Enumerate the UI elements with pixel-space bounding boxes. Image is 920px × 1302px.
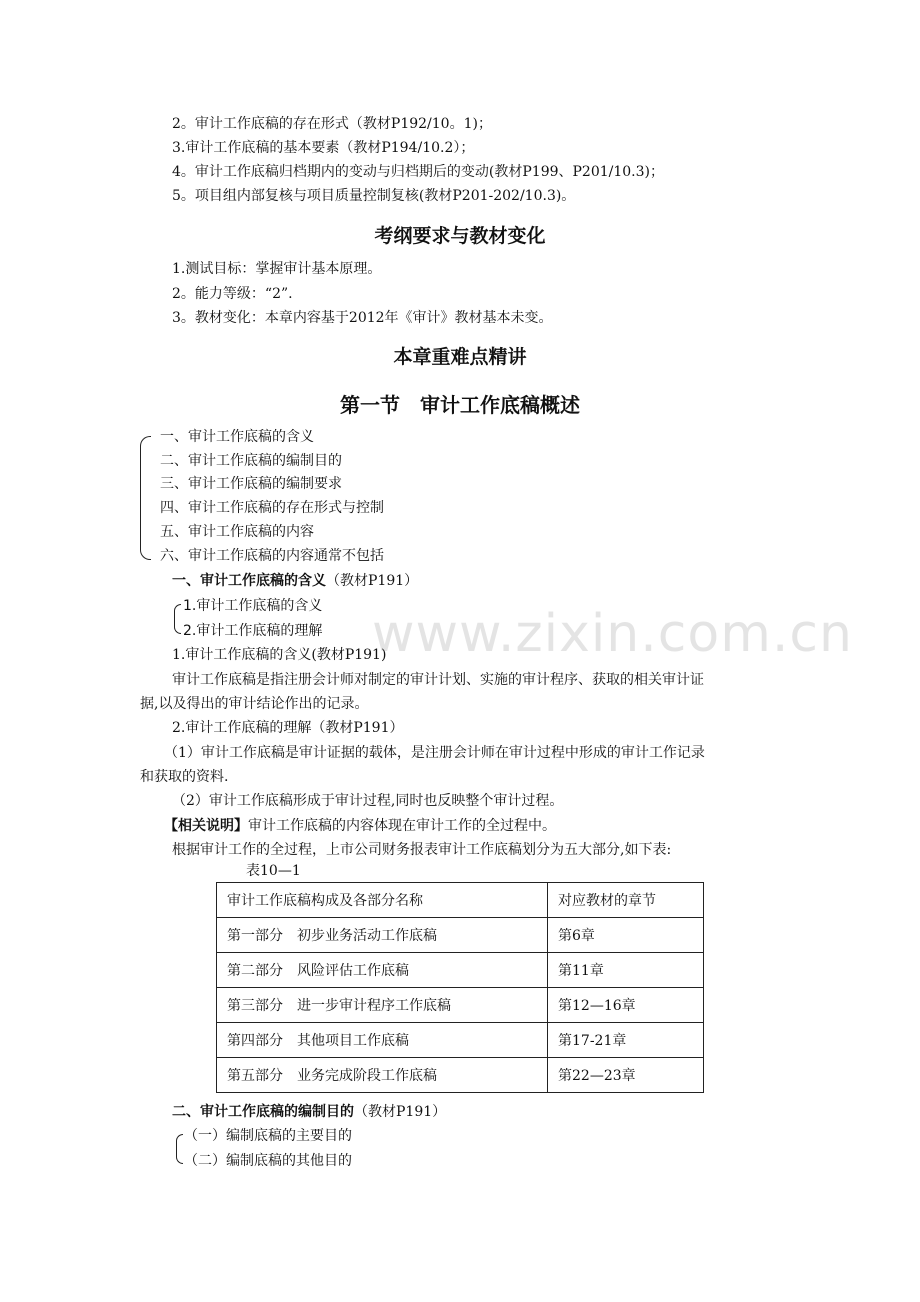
- subheading: [172, 1101, 446, 1123]
- subheading-bold: 二、审计工作底稿的编制目的: [172, 1104, 354, 1120]
- outline-item: 一、审计工作底稿的含义: [160, 429, 314, 445]
- table-cell: 第一部分 初步业务活动工作底稿: [217, 918, 548, 953]
- table-cell: 第五部分 业务完成阶段工作底稿: [217, 1058, 548, 1093]
- outline-brace-small: [174, 604, 181, 634]
- list-item: 4。审计工作底稿归档期内的变动与归档期后的变动(教材P199、P201/10.3)；: [172, 164, 665, 180]
- subheading-ref: （教材P191）: [326, 573, 419, 589]
- heading-exam: 考纲要求与教材变化: [374, 225, 546, 247]
- table-cell: 第四部分 其他项目工作底稿: [217, 1023, 548, 1058]
- outline-item: 六、审计工作底稿的内容通常不包括: [160, 548, 384, 564]
- watermark: www.zixin.com.cn: [372, 604, 853, 664]
- table-cell: 第12—16章: [548, 988, 704, 1023]
- chapter-table: [216, 882, 704, 1093]
- outline-item: 五、审计工作底稿的内容: [160, 524, 314, 540]
- outline-brace: [140, 436, 151, 560]
- table-cell: 第22—23章: [548, 1058, 704, 1093]
- table-row: [217, 1023, 704, 1058]
- outline-brace-small: [176, 1134, 183, 1164]
- table-row: [217, 988, 704, 1023]
- table-header-cell: 对应教材的章节: [548, 883, 704, 918]
- outline-item: 2.审计工作底稿的理解: [183, 623, 323, 639]
- subheading-ref: （教材P191）: [354, 1104, 447, 1120]
- table-cell: 第三部分 进一步审计程序工作底稿: [217, 988, 548, 1023]
- outline-item: （二）编制底稿的其他目的: [184, 1153, 352, 1169]
- table-cell: 第二部分 风险评估工作底稿: [217, 953, 548, 988]
- list-item: 2。审计工作底稿的存在形式（教材P192/10。1)；: [172, 116, 492, 132]
- paragraph-title: 1.审计工作底稿的含义(教材P191): [172, 647, 387, 663]
- paragraph-title: 2.审计工作底稿的理解（教材P191）: [172, 720, 404, 736]
- note-paragraph: [164, 815, 556, 837]
- paragraph-line: 审计工作底稿是指注册会计师对制定的审计计划、实施的审计程序、获取的相关审计证: [172, 672, 704, 688]
- table-row: [217, 1058, 704, 1093]
- section-title: 第一节 审计工作底稿概述: [340, 393, 580, 417]
- note-label: 【相关说明】: [164, 818, 248, 834]
- table-row: [217, 918, 704, 953]
- table-row: [217, 953, 704, 988]
- outline-item: 1.审计工作底稿的含义: [183, 598, 323, 614]
- list-item: 3.审计工作底稿的基本要素（教材P194/10.2）；: [172, 140, 475, 156]
- paragraph-line: （1）审计工作底稿是审计证据的载体，是注册会计师在审计过程中形成的审计工作记录: [164, 745, 705, 761]
- heading-key-points: 本章重难点精讲: [393, 346, 527, 368]
- list-item: 5。项目组内部复核与项目质量控制复核(教材P201-202/10.3)。: [172, 188, 576, 204]
- outline-item: （一）编制底稿的主要目的: [184, 1128, 352, 1144]
- subheading-bold: 一、审计工作底稿的含义: [172, 573, 326, 589]
- table-cell: 第11章: [548, 953, 704, 988]
- table-header-cell: 审计工作底稿构成及各部分名称: [217, 883, 548, 918]
- table-cell: 第6章: [548, 918, 704, 953]
- list-item: 1.测试目标：掌握审计基本原理。: [172, 261, 382, 277]
- subheading: [172, 570, 418, 592]
- paragraph-line: 据,以及得出的审计结论作出的记录。: [140, 696, 369, 712]
- paragraph-line: （2）审计工作底稿形成于审计过程,同时也反映整个审计过程。: [172, 793, 564, 809]
- table-header-row: [217, 883, 704, 918]
- outline-item: 二、审计工作底稿的编制目的: [160, 453, 342, 469]
- paragraph-line: 根据审计工作的全过程，上市公司财务报表审计工作底稿划分为五大部分,如下表:: [172, 842, 672, 858]
- table-cell: 第17-21章: [548, 1023, 704, 1058]
- list-item: 3。教材变化：本章内容基于2012年《审计》教材基本未变。: [172, 310, 553, 326]
- list-item: 2。能力等级：“2”.: [172, 286, 293, 302]
- paragraph-line: 和获取的资料.: [140, 769, 229, 785]
- note-text: 审计工作底稿的内容体现在审计工作的全过程中。: [248, 818, 556, 834]
- outline-item: 三、审计工作底稿的编制要求: [160, 476, 342, 492]
- outline-item: 四、审计工作底稿的存在形式与控制: [160, 500, 384, 516]
- table-caption: 表10—1: [246, 863, 301, 879]
